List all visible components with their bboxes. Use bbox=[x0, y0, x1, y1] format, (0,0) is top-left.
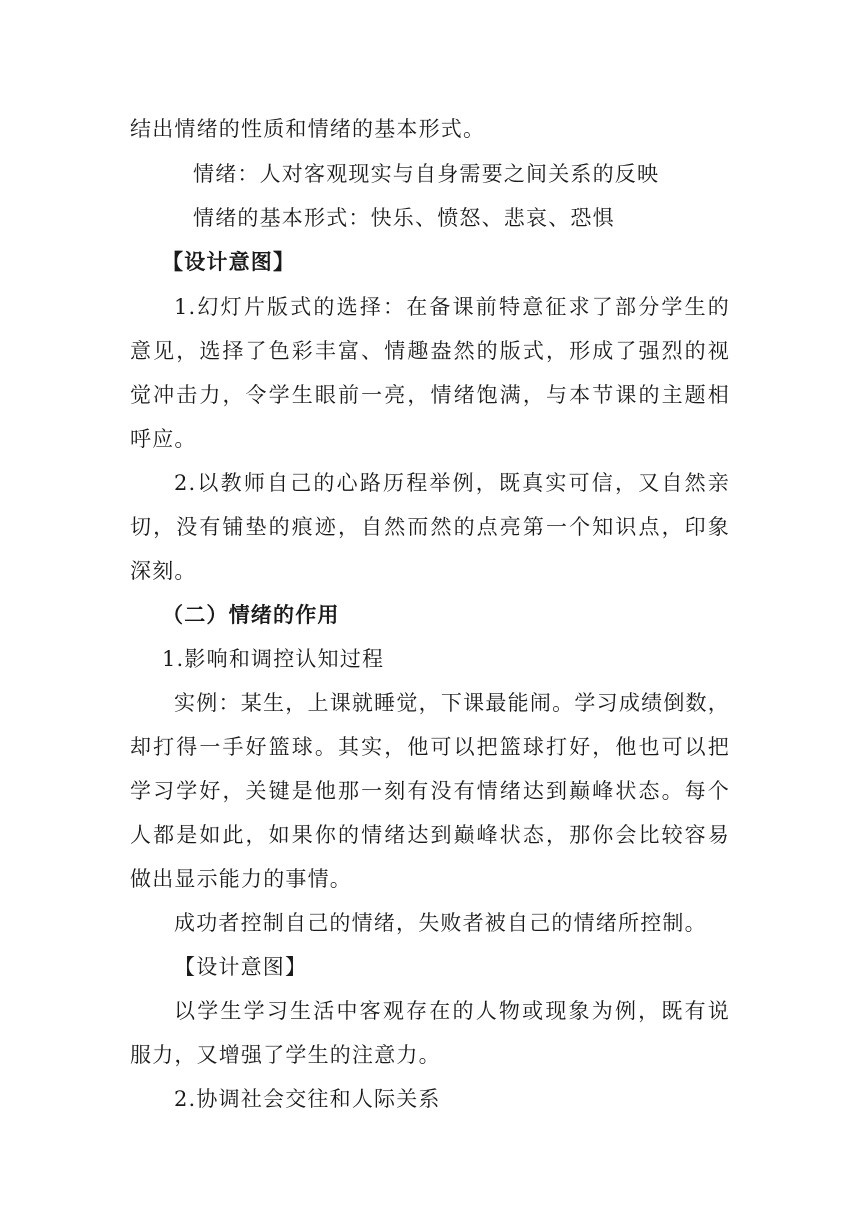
paragraph-line: 1.幻灯片版式的选择：在备课前特意征求了部分学生的 bbox=[174, 295, 730, 319]
definition-line: 情绪：人对客观现实与自身需要之间关系的反映 bbox=[193, 162, 660, 186]
paragraph-line: 实例：某生，上课就睡觉，下课最能闹。学习成绩倒数， bbox=[174, 691, 730, 715]
section-heading: 【设计意图】 bbox=[162, 250, 296, 274]
paragraph-line: 以学生学习生活中客观存在的人物或现象为例，既有说 bbox=[174, 999, 730, 1023]
paragraph-line: 意见，选择了色彩丰富、情趣盎然的版式，形成了强烈的视 bbox=[130, 339, 730, 363]
paragraph-line: 学习学好，关键是他那一刻有没有情绪达到巅峰状态。每个 bbox=[130, 779, 730, 803]
paragraph-line: 成功者控制自己的情绪，失败者被自己的情绪所控制。 bbox=[174, 911, 707, 935]
paragraph-line: 却打得一手好篮球。其实，他可以把篮球打好，他也可以把 bbox=[130, 735, 730, 759]
paragraph-line: 人都是如此，如果你的情绪达到巅峰状态，那你会比较容易 bbox=[130, 823, 730, 847]
section-heading: （二）情绪的作用 bbox=[162, 603, 340, 627]
paragraph-line: 2.以教师自己的心路历程举例，既真实可信，又自然亲 bbox=[174, 471, 730, 495]
subheading: 2.协调社会交往和人际关系 bbox=[174, 1087, 441, 1111]
paragraph-line: 结出情绪的性质和情绪的基本形式。 bbox=[130, 117, 486, 141]
subheading: 1.影响和调控认知过程 bbox=[162, 647, 385, 671]
paragraph-line: 深刻。 bbox=[130, 559, 197, 583]
paragraph-line: 呼应。 bbox=[130, 427, 197, 451]
paragraph-line: 觉冲击力，令学生眼前一亮，情绪饱满，与本节课的主题相 bbox=[130, 383, 730, 407]
paragraph-line: 服力，又增强了学生的注意力。 bbox=[130, 1043, 441, 1067]
definition-line: 情绪的基本形式：快乐、愤怒、悲哀、恐惧 bbox=[193, 206, 615, 230]
paragraph-line: 切，没有铺垫的痕迹，自然而然的点亮第一个知识点，印象 bbox=[130, 515, 730, 539]
section-heading: 【设计意图】 bbox=[174, 955, 308, 979]
paragraph-line: 做出显示能力的事情。 bbox=[130, 867, 352, 891]
